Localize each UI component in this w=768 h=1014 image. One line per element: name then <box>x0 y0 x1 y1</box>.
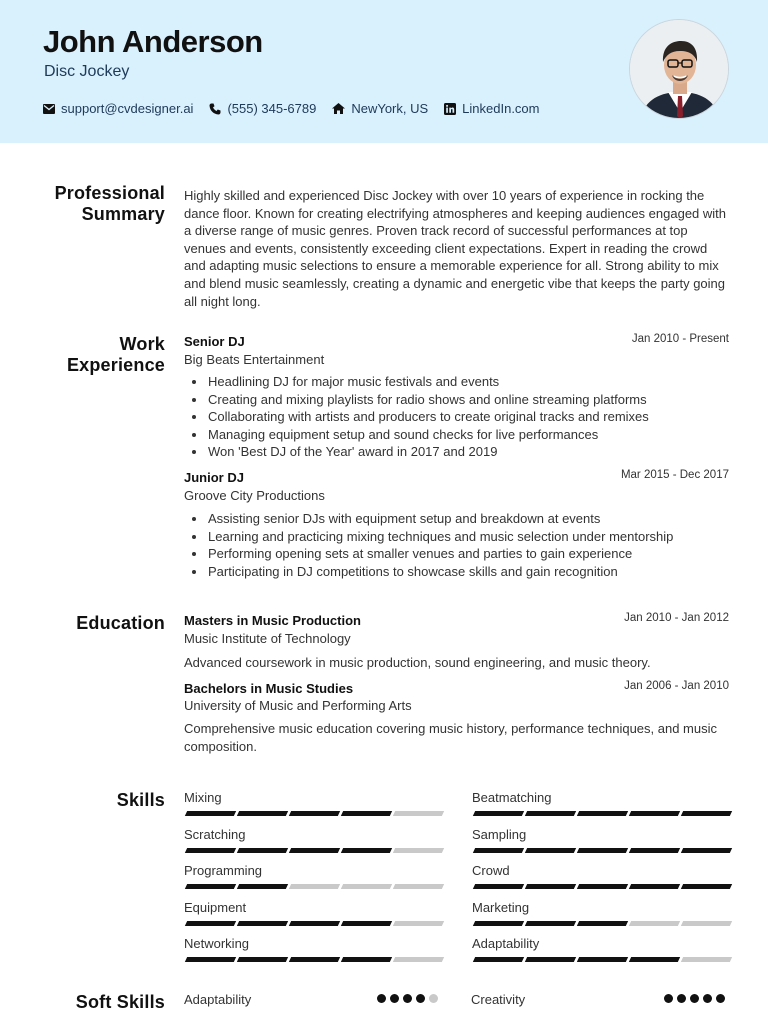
skill-level-bar <box>186 848 443 853</box>
skill-level-segment <box>629 848 680 853</box>
linkedin-icon <box>444 103 456 115</box>
list-item: Assisting senior DJs with equipment setup and breakdown at events <box>208 510 738 528</box>
candidate-role: Disc Jockey <box>44 63 130 80</box>
rating-dot <box>390 994 399 1003</box>
skill-label: Adaptability <box>472 936 540 951</box>
job-date: Mar 2015 - Dec 2017 <box>620 469 729 481</box>
skill-level-segment <box>341 884 392 889</box>
skill-level-segment <box>393 957 444 962</box>
skill-level-segment <box>289 848 340 853</box>
skill-level-segment <box>393 921 444 926</box>
skill-level-segment <box>237 848 288 853</box>
degree-title: Masters in Music Production <box>184 613 361 628</box>
summary-heading-line2: Summary <box>81 204 165 224</box>
skill-level-bar <box>186 957 443 962</box>
soft-skill-label: Adaptability <box>184 992 252 1007</box>
list-item: Learning and practicing mixing techniques and music selection under mentorship <box>208 528 738 546</box>
soft-skills-heading: Soft Skills <box>75 992 165 1012</box>
job-company: Groove City Productions <box>184 488 325 503</box>
rating-dot <box>377 994 386 1003</box>
skill-label: Crowd <box>472 863 510 878</box>
rating-dot <box>690 994 699 1003</box>
skill-level-segment <box>289 884 340 889</box>
school-name: University of Music and Performing Arts <box>184 698 412 713</box>
education-description: Comprehensive music education covering music history, performance techniques, and music composition. <box>184 721 718 754</box>
contact-bar <box>43 101 556 116</box>
list-item: Collaborating with artists and producers to create original tracks and remixes <box>208 408 738 426</box>
skill-level-bar <box>474 957 731 962</box>
phone-icon <box>209 103 221 115</box>
rating-dot <box>403 994 412 1003</box>
rating-dot <box>677 994 686 1003</box>
skill-level-segment <box>341 848 392 853</box>
envelope-icon <box>43 104 55 114</box>
list-item: Managing equipment setup and sound checks for live performances <box>208 426 738 444</box>
skill-level-segment <box>473 921 524 926</box>
degree-title: Bachelors in Music Studies <box>184 681 354 696</box>
list-item: Won 'Best DJ of the Year' award in 2017 and 2019 <box>208 443 738 461</box>
job-bullets <box>208 510 738 580</box>
rating-dot <box>703 994 712 1003</box>
list-item: Creating and mixing playlists for radio shows and online streaming platforms <box>208 391 738 409</box>
skill-level-segment <box>185 884 236 889</box>
skill-level-segment <box>577 957 628 962</box>
skill-level-segment <box>237 811 288 816</box>
skill-level-segment <box>473 957 524 962</box>
skill-level-bar <box>186 884 443 889</box>
skill-label: Beatmatching <box>472 790 552 805</box>
skill-level-segment <box>289 811 340 816</box>
skill-label: Marketing <box>472 899 530 915</box>
profile-photo <box>629 19 729 119</box>
job-bullets <box>208 373 738 461</box>
education-date: Jan 2010 - Jan 2012 <box>624 612 729 624</box>
school-name: Music Institute of Technology <box>184 631 351 646</box>
skill-level-segment <box>525 811 576 816</box>
soft-skill-rating <box>377 994 438 1003</box>
skill-level-segment <box>393 884 444 889</box>
location-text: NewYork, US <box>351 101 429 116</box>
skill-level-bar <box>474 884 731 889</box>
contact-location <box>332 101 428 116</box>
skills-heading: Skills <box>116 790 165 810</box>
skill-level-segment <box>681 884 732 889</box>
skill-level-bar <box>474 848 731 853</box>
skill-level-segment <box>577 884 628 889</box>
skill-level-segment <box>681 811 732 816</box>
skill-level-segment <box>577 811 628 816</box>
summary-text: Highly skilled and experienced Disc Jockey with over 10 years of experience in rocking the dance floor. Known for creating electrifying atmospheres and keeping audiences engaged with a diverse range of music genres. Proven track record of successful performances at top venues and events, consistently exceeding client expectations. Expert in reading the crowd and adapting music selections to ensure a memorable experience for all. Strong ability to mix and blend music seamlessly, creating a dynamic and energetic vibe that keeps the party going all night long. <box>184 188 727 309</box>
email-text: support@cvdesigner.ai <box>61 101 194 116</box>
skill-level-segment <box>525 921 576 926</box>
skill-level-segment <box>629 884 680 889</box>
skill-level-segment <box>289 921 340 926</box>
summary-heading-line1: Professional <box>54 183 165 203</box>
skill-level-segment <box>341 811 392 816</box>
skill-label: Networking <box>184 936 250 951</box>
skill-level-segment <box>525 884 576 889</box>
skill-label: Scratching <box>184 826 246 842</box>
skill-level-segment <box>393 811 444 816</box>
education-heading: Education <box>76 613 165 633</box>
skill-level-bar <box>474 811 731 816</box>
education-description: Advanced coursework in music production, sound engineering, and music theory. <box>184 655 651 670</box>
skill-level-segment <box>473 884 524 889</box>
candidate-name: John Anderson <box>43 24 263 59</box>
skill-level-segment <box>237 884 288 889</box>
list-item: Participating in DJ competitions to showcase skills and gain recognition <box>208 563 738 581</box>
skill-level-segment <box>341 921 392 926</box>
rating-dot <box>716 994 725 1003</box>
skill-level-segment <box>185 957 236 962</box>
skill-level-segment <box>577 848 628 853</box>
skill-level-segment <box>681 921 732 926</box>
skill-level-segment <box>629 957 680 962</box>
rating-dot <box>416 994 425 1003</box>
skill-level-segment <box>681 848 732 853</box>
skill-level-segment <box>237 921 288 926</box>
experience-heading-line2: Experience <box>66 355 165 375</box>
skill-level-segment <box>629 811 680 816</box>
skill-level-segment <box>629 921 680 926</box>
skill-level-bar <box>186 811 443 816</box>
experience-heading-line1: Work <box>119 334 165 354</box>
job-title: Junior DJ <box>184 470 244 485</box>
job-title: Senior DJ <box>184 334 245 349</box>
skill-level-segment <box>525 957 576 962</box>
contact-email[interactable] <box>43 101 193 116</box>
skill-level-segment <box>185 811 236 816</box>
summary-heading <box>55 183 165 225</box>
list-item: Performing opening sets at smaller venues and parties to gain experience <box>208 545 738 563</box>
rating-dot <box>664 994 673 1003</box>
home-icon <box>332 103 345 114</box>
list-item: Headlining DJ for major music festivals and events <box>208 373 738 391</box>
skill-level-segment <box>525 848 576 853</box>
skill-label: Mixing <box>184 790 222 805</box>
skill-level-segment <box>681 957 732 962</box>
experience-heading <box>67 334 165 376</box>
skill-level-segment <box>289 957 340 962</box>
linkedin-text: LinkedIn.com <box>462 101 540 116</box>
soft-skill-label: Creativity <box>471 992 526 1007</box>
soft-skill-rating <box>664 994 725 1003</box>
skill-level-segment <box>185 848 236 853</box>
skill-level-segment <box>341 957 392 962</box>
rating-dot <box>429 994 438 1003</box>
skill-level-segment <box>393 848 444 853</box>
job-company: Big Beats Entertainment <box>184 352 325 367</box>
skill-level-segment <box>237 957 288 962</box>
education-date: Jan 2006 - Jan 2010 <box>624 680 729 692</box>
skill-label: Equipment <box>184 899 247 915</box>
skill-label: Programming <box>184 863 263 878</box>
skill-level-segment <box>473 811 524 816</box>
skill-label: Sampling <box>472 826 527 842</box>
skill-level-segment <box>185 921 236 926</box>
skill-level-bar <box>474 921 731 926</box>
job-date: Jan 2010 - Present <box>631 333 729 345</box>
skill-level-bar <box>186 921 443 926</box>
skill-level-segment <box>473 848 524 853</box>
contact-phone[interactable] <box>209 101 316 116</box>
phone-text: (555) 345-6789 <box>227 101 317 116</box>
skill-level-segment <box>577 921 628 926</box>
contact-linkedin[interactable] <box>444 101 539 116</box>
